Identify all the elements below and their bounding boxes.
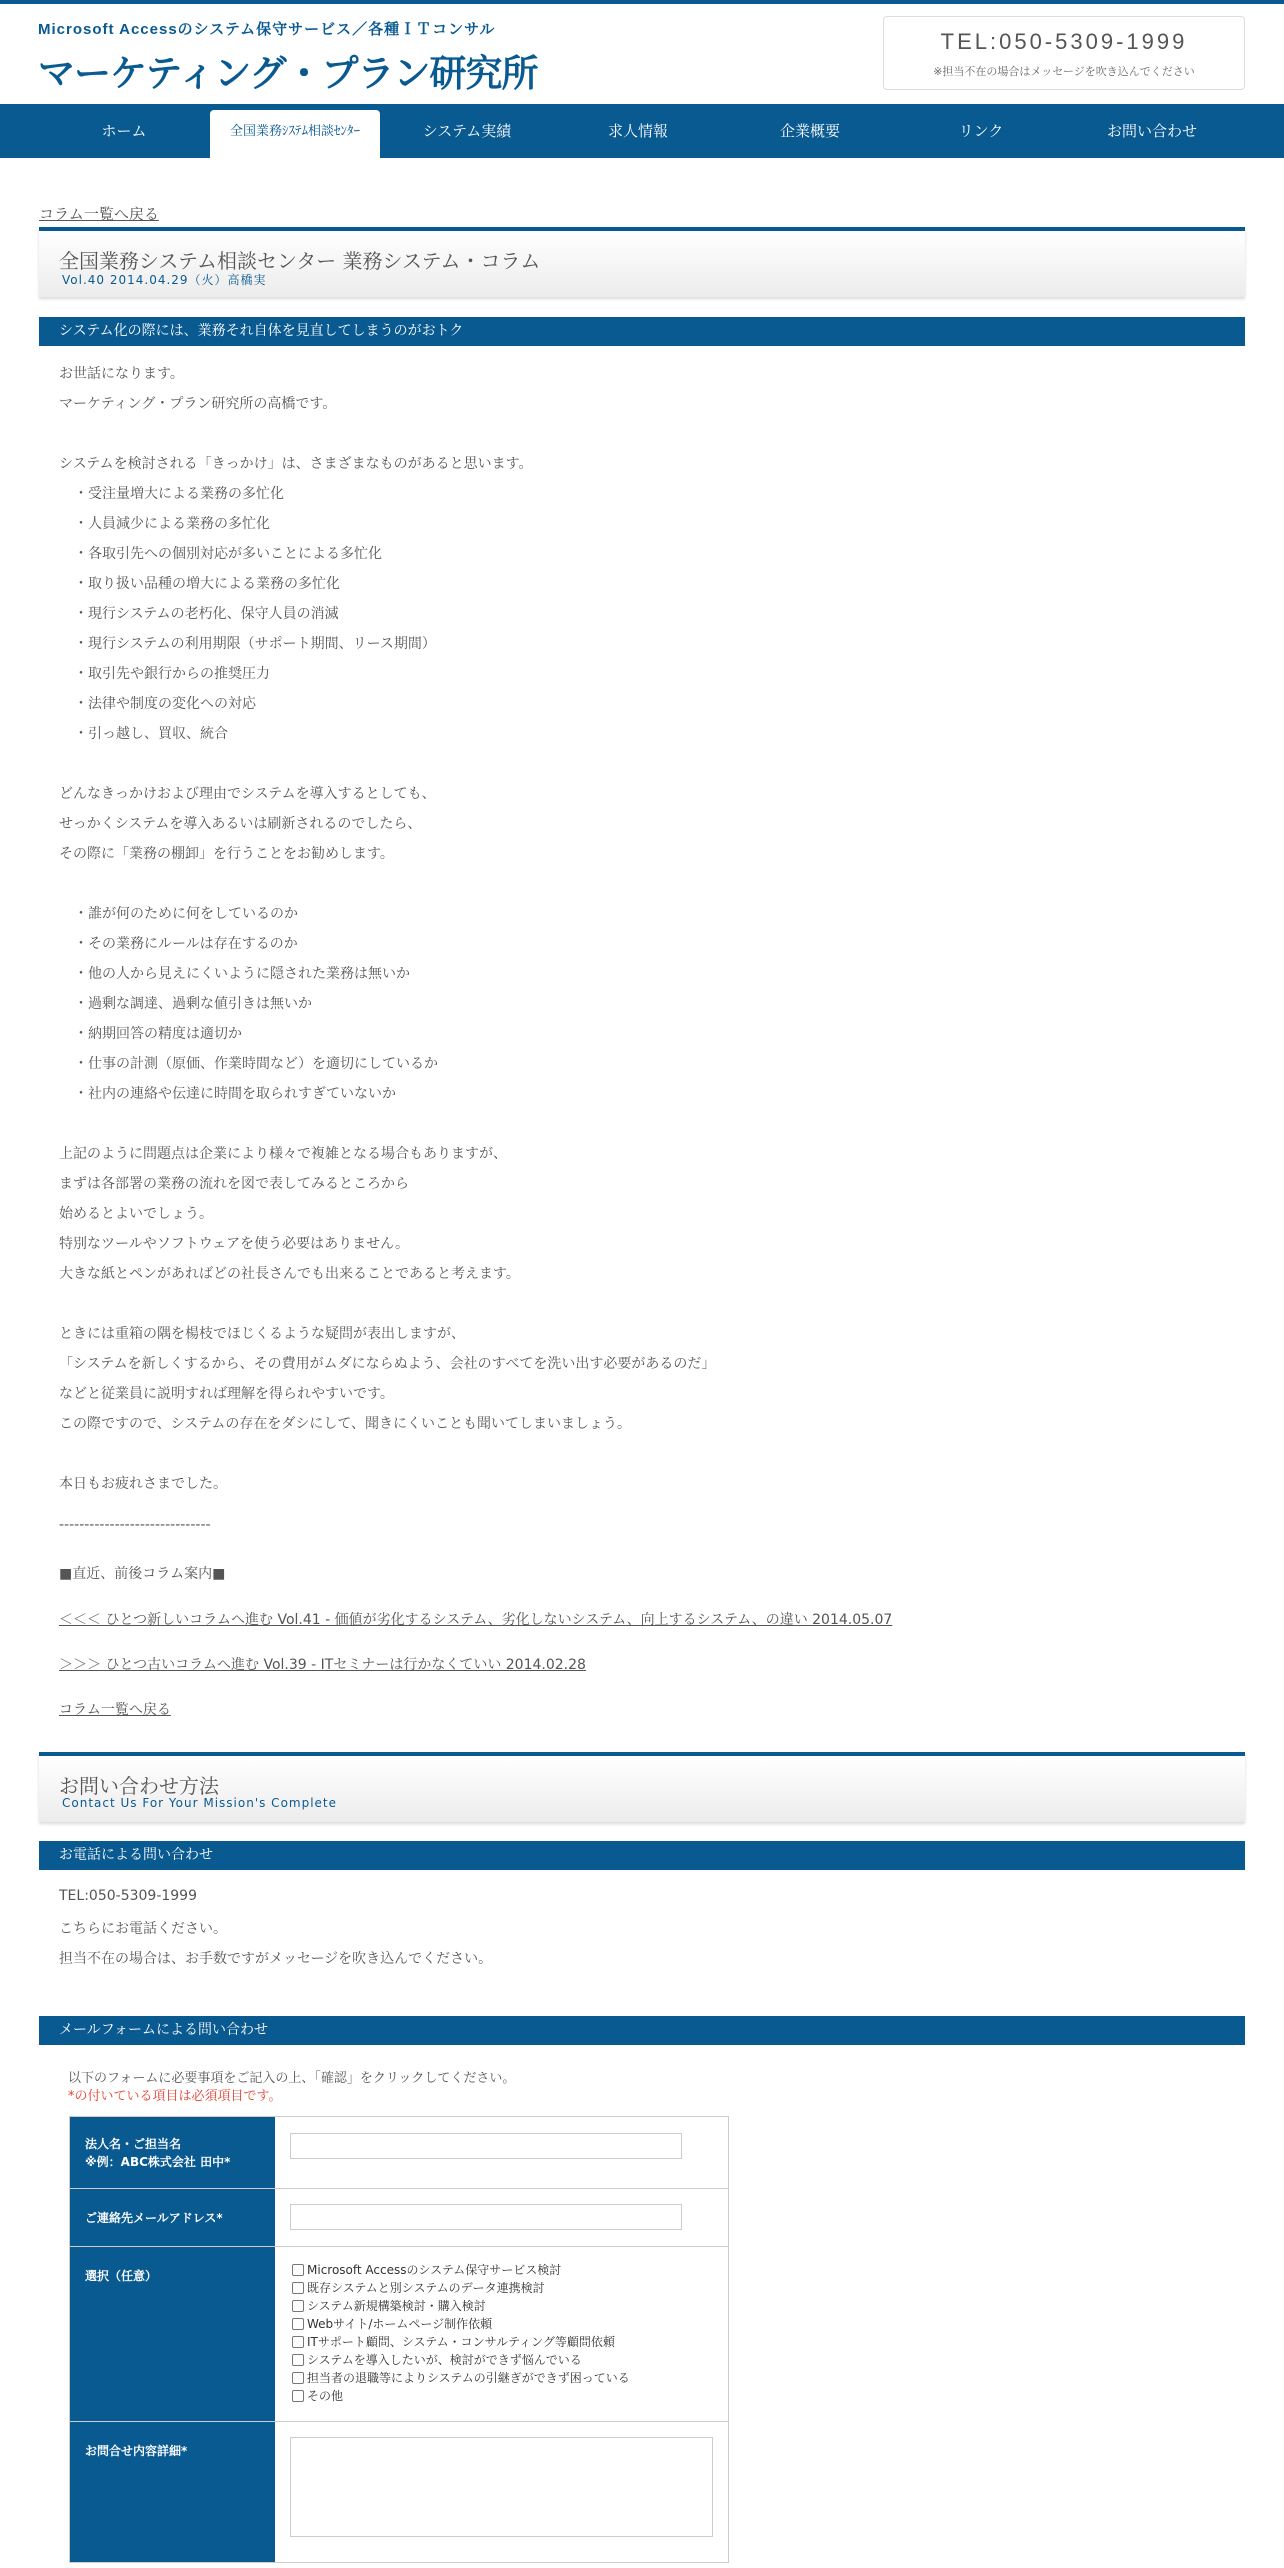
checkbox-icon[interactable] (292, 2336, 304, 2348)
trigger-item: ・受注量増大による業務の多忙化 (74, 486, 284, 502)
option-checkbox[interactable] (292, 2261, 561, 2278)
logo-tagline: Microsoft Accessのシステム保守サービス／各種ＩＴコンサル (38, 21, 496, 38)
nav-contact[interactable]: お問い合わせ (1106, 122, 1197, 140)
closing-line: 本日もお疲れさまでした。 (59, 1476, 227, 1492)
mail-contact-bar: メールフォームによる問い合わせ (39, 2016, 1245, 2045)
select-field-label: 選択（任意） (70, 2247, 275, 2421)
select-options-cell (275, 2247, 728, 2421)
form-row-detail (70, 2422, 728, 2562)
option-label: その他 (307, 2389, 344, 2403)
checkbox-icon[interactable] (292, 2390, 304, 2402)
contact-subtitle: Contact Us For Your Mission's Complete (62, 1796, 338, 1810)
trigger-item: ・現行システムの老朽化、保守人員の消滅 (74, 606, 339, 622)
newer-column-link[interactable]: ＜＜＜ ひとつ新しいコラムへ進む Vol.41 - 価値が劣化するシステム、劣化しないシステム、向上するシステム、の違い 2014.05.07 (59, 1612, 893, 1628)
checkbox-icon[interactable] (292, 2300, 304, 2312)
back-to-column-list-link[interactable]: コラム一覧へ戻る (59, 1702, 171, 1718)
header-phone-note: ※担当不在の場合はメッセージを吹き込んでください (933, 65, 1195, 78)
intro-line: システムを検討される「きっかけ」は、さまざまなものがあると思います。 (59, 456, 533, 472)
nav-company[interactable]: 企業概要 (779, 122, 840, 140)
article-title: 全国業務システム相談センター 業務システム・コラム (59, 249, 541, 273)
paragraph-line: 「システムを新しくするから、その費用がムダにならぬよう、会社のすべてを洗い出す必要があるのだ」 (59, 1356, 716, 1372)
phone-contact-line: 担当不在の場合は、お手数ですがメッセージを吹き込んでください。 (59, 1951, 493, 1967)
checkbox-icon[interactable] (292, 2282, 304, 2294)
header-phone-box (883, 16, 1245, 90)
form-row-select (70, 2247, 728, 2422)
phone-contact-line: TEL:050-5309-1999 (59, 1888, 197, 1904)
name-label-example: ※例：ABC株式会社 田中* (85, 2155, 231, 2169)
option-checkbox[interactable] (292, 2387, 343, 2404)
nav-links[interactable]: リンク (958, 122, 1004, 140)
paragraph-line: などと従業員に説明すれば理解を得られやすいです。 (59, 1386, 394, 1402)
option-checkbox[interactable] (292, 2333, 615, 2350)
option-checkbox[interactable] (292, 2279, 545, 2296)
check-item: ・誰が何のために何をしているのか (74, 906, 298, 922)
option-label: システムを導入したいが、検討ができず悩んでいる (307, 2353, 582, 2367)
main-nav (0, 104, 1284, 158)
phone-contact-bar: お電話による問い合わせ (39, 1841, 1245, 1870)
paragraph-line: ときには重箱の隅を楊枝でほじくるような疑問が表出しますが、 (59, 1326, 465, 1342)
column-nav-heading: ■直近、前後コラム案内■ (59, 1566, 226, 1582)
paragraph-line: まずは各部署の業務の流れを図で表してみるところから (59, 1176, 409, 1192)
paragraph-line: この際ですので、システムの存在をダシにして、聞きにくいことも聞いてしまいましょう。 (59, 1416, 632, 1432)
option-checkbox[interactable] (292, 2369, 630, 2386)
form-instructions: 以下のフォームに必要事項をご記入の上、「確認」をクリックしてください。 (68, 2071, 516, 2086)
detail-textarea[interactable] (290, 2437, 713, 2537)
name-input[interactable] (290, 2133, 682, 2159)
phone-contact-line: こちらにお電話ください。 (59, 1921, 227, 1937)
option-checkbox[interactable] (292, 2315, 492, 2332)
option-label: 担当者の退職等によりシステムの引継ぎができず困っている (307, 2371, 630, 2385)
check-item: ・仕事の計測（原価、作業時間など）を適切にしているか (74, 1056, 438, 1072)
nav-recruit[interactable]: 求人情報 (607, 122, 668, 140)
option-label: システム新規構築検討・購入検討 (307, 2299, 486, 2313)
paragraph-line: 特別なツールやソフトウェアを使う必要はありません。 (59, 1236, 409, 1252)
checkbox-icon[interactable] (292, 2372, 304, 2384)
email-input[interactable] (290, 2204, 682, 2230)
divider-text: ------------------------------ (59, 1517, 211, 1533)
check-item: ・その業務にルールは存在するのか (74, 936, 298, 952)
header-phone-number: TEL:050-5309-1999 (940, 29, 1188, 54)
greeting-line: お世話になります。 (59, 366, 184, 382)
name-field-label (70, 2117, 275, 2188)
check-item: ・納期回答の精度は適切か (74, 1026, 242, 1042)
article-header (39, 227, 1245, 297)
detail-field-cell (275, 2422, 728, 2562)
paragraph-line: その際に「業務の棚卸」を行うことをお勧めします。 (59, 846, 394, 862)
paragraph-line: せっかくシステムを導入あるいは刷新されるのでしたら、 (59, 816, 422, 832)
trigger-item: ・人員減少による業務の多忙化 (74, 516, 270, 532)
nav-home[interactable]: ホーム (101, 122, 147, 140)
option-label: Webサイト/ホームページ制作依頼 (307, 2317, 493, 2331)
paragraph-line: 上記のように問題点は企業により様々で複雑となる場合もありますが、 (59, 1146, 507, 1162)
email-field-cell (275, 2189, 728, 2246)
option-checkbox[interactable] (292, 2297, 486, 2314)
trigger-item: ・取り扱い品種の増大による業務の多忙化 (74, 576, 340, 592)
contact-form (69, 2116, 729, 2563)
paragraph-line: 大きな紙とペンがあればどの社長さんでも出来ることであると考えます。 (59, 1266, 520, 1282)
check-item: ・過剰な調達、過剰な値引きは無いか (74, 996, 312, 1012)
nav-system-results[interactable]: システム実績 (422, 122, 512, 140)
paragraph-line: どんなきっかけおよび理由でシステムを導入するとしても、 (59, 786, 436, 802)
older-column-link[interactable]: ＞＞＞ ひとつ古いコラムへ進む Vol.39 - ITセミナーは行かなくていい 2014.02.28 (59, 1657, 586, 1673)
paragraph-line: 始めるとよいでしょう。 (59, 1206, 213, 1222)
contact-header (39, 1752, 1245, 1822)
name-label-line: 法人名・ご担当名 (85, 2137, 182, 2151)
site-logo[interactable] (38, 18, 538, 95)
required-fields-note: *の付いている項目は必須項目です。 (68, 2089, 282, 2104)
option-checkbox[interactable] (292, 2351, 582, 2368)
trigger-item: ・取引先や銀行からの推奨圧力 (74, 666, 270, 682)
option-label: Microsoft Accessのシステム保守サービス検討 (307, 2263, 562, 2277)
form-row-email (70, 2189, 728, 2247)
email-field-label: ご連絡先メールアドレス* (70, 2189, 275, 2246)
trigger-item: ・引っ越し、買収、統合 (74, 726, 228, 742)
contact-title: お問い合わせ方法 (59, 1774, 219, 1798)
option-label: 既存システムと別システムのデータ連携検討 (307, 2281, 545, 2295)
check-item: ・社内の連絡や伝達に時間を取られすぎていないか (74, 1086, 396, 1102)
logo-title: マーケティング・プラン研究所 (38, 52, 538, 95)
back-to-column-list-link[interactable]: コラム一覧へ戻る (39, 205, 159, 223)
check-item: ・他の人から見えにくいように隠された業務は無いか (74, 966, 410, 982)
trigger-item: ・法律や制度の変化への対応 (74, 696, 256, 712)
article-meta: Vol.40 2014.04.29（火）高橋実 (62, 273, 267, 287)
name-field-cell (275, 2117, 728, 2188)
option-label: ITサポート顧問、システム・コンサルティング等顧問依頼 (307, 2335, 615, 2349)
checkbox-icon[interactable] (292, 2264, 304, 2276)
greeting-line: マーケティング・プラン研究所の高橋です。 (59, 396, 337, 412)
checkbox-icon[interactable] (292, 2318, 304, 2330)
form-row-name (70, 2117, 728, 2189)
top-accent-line (0, 0, 1284, 4)
detail-field-label: お問合せ内容詳細* (70, 2422, 275, 2562)
trigger-item: ・各取引先への個別対応が多いことによる多忙化 (74, 546, 382, 562)
trigger-item: ・現行システムの利用期限（サポート期間、リース期間） (74, 636, 436, 652)
article-section-title: システム化の際には、業務それ自体を見直してしまうのがおトク (39, 317, 1245, 346)
nav-consulting-center[interactable]: 全国業務ｼｽﾃﾑ相談ｾﾝﾀｰ (210, 110, 380, 158)
checkbox-icon[interactable] (292, 2354, 304, 2366)
